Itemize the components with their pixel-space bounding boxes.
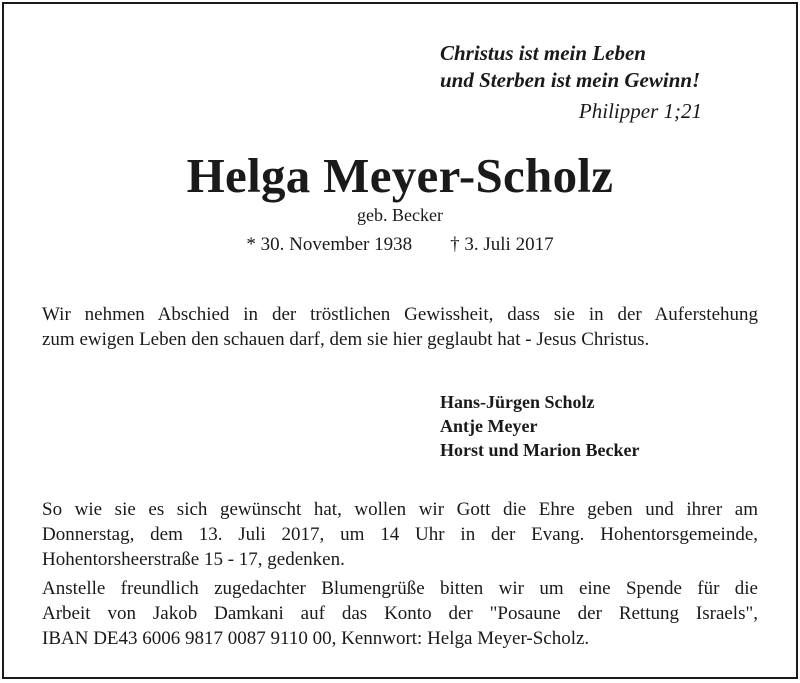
birth-date: * 30. November 1938 xyxy=(246,234,413,255)
life-dates xyxy=(4,234,796,256)
verse-line: Christus ist mein Leben xyxy=(440,41,646,65)
birth-name: geb. Becker xyxy=(357,205,443,225)
service-line: Hohentorsheerstraße 15 - 17, gedenken. xyxy=(42,549,345,570)
death-date: † 3. Juli 2017 xyxy=(450,234,554,255)
verse-reference: Philipper 1;21 xyxy=(578,99,702,123)
obituary-card xyxy=(2,2,798,679)
mourner-name: Antje Meyer xyxy=(440,416,538,436)
donation-line: Arbeit von Jakob Damkani auf das Konto der "Posaune der Rettung Israels", xyxy=(42,603,758,624)
memorial-service-text xyxy=(42,497,758,572)
message-line: zum ewigen Leben den schauen darf, dem sie hier geglaubt hat - Jesus Christus. xyxy=(42,329,650,350)
service-line: So wie sie es sich gewünscht hat, wollen wir Gott die Ehre geben und ihrer am xyxy=(42,499,758,520)
farewell-message xyxy=(42,302,758,352)
deceased-name: Helga Meyer-Scholz xyxy=(186,148,614,203)
donation-request-text xyxy=(42,576,758,651)
mourner-name: Horst und Marion Becker xyxy=(440,440,640,460)
donation-line: Anstelle freundlich zugedachter Blumengrüße bitten wir um eine Spende für die xyxy=(42,578,758,599)
verse-line: und Sterben ist mein Gewinn! xyxy=(440,68,701,92)
message-line: Wir nehmen Abschied in der tröstlichen Gewissheit, dass sie in der Auferstehung xyxy=(42,304,758,325)
bible-verse xyxy=(440,40,700,94)
donation-line: IBAN DE43 6006 9817 0087 9110 00, Kennwort: Helga Meyer-Scholz. xyxy=(42,628,590,649)
service-line: Donnerstag, dem 13. Juli 2017, um 14 Uhr in der Evang. Hohentorsgemeinde, xyxy=(42,524,758,545)
mourners-list xyxy=(440,390,640,462)
mourner-name: Hans-Jürgen Scholz xyxy=(440,392,595,412)
